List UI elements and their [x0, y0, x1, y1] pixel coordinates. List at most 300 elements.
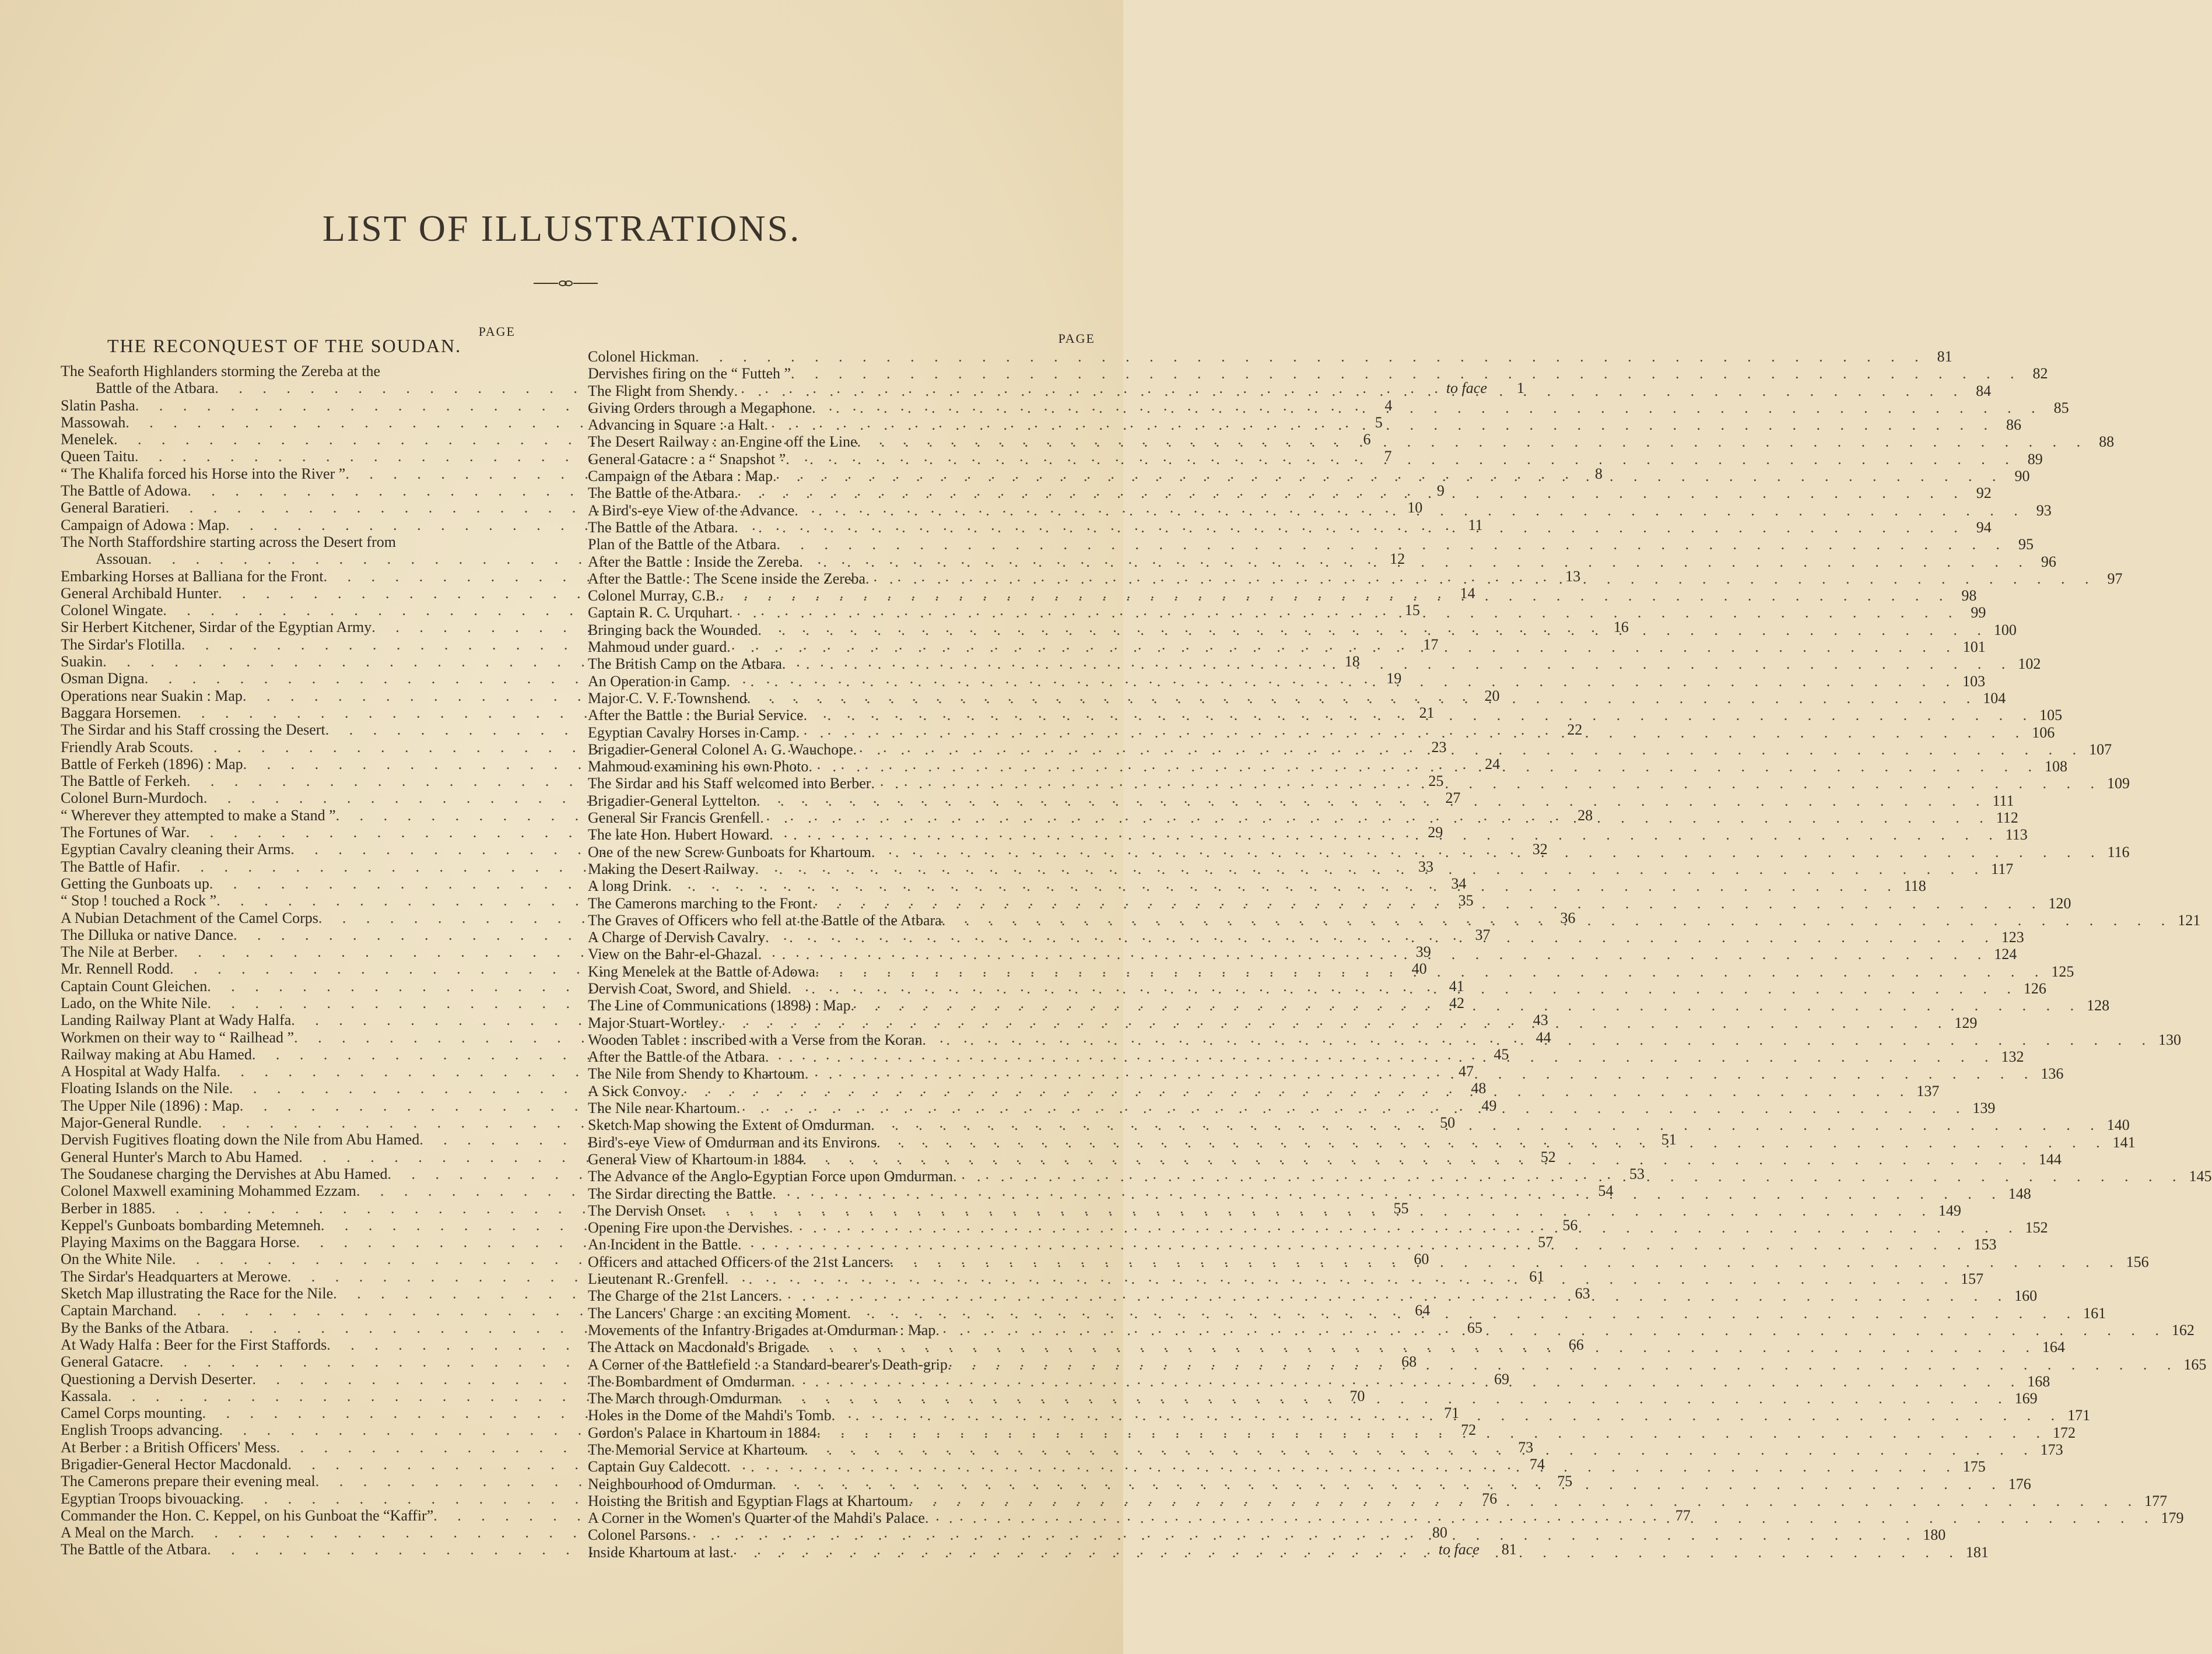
page-number: 179	[2161, 1509, 2184, 1527]
page-number: 82	[2032, 365, 2048, 382]
page-number: 99	[1971, 604, 1986, 621]
illustration-title: Bird's-eye View of Omdurman and its Environs	[588, 1133, 877, 1151]
dot-leader	[804, 1438, 2036, 1458]
illustration-title: The Memorial Service at Khartoum	[588, 1441, 805, 1458]
illustration-title: Captain Count Gleichen	[61, 977, 208, 995]
page-number: 76	[1482, 1490, 1498, 1507]
page-column-label-left: PAGE	[478, 324, 516, 339]
illustration-title: Captain Guy Caldecott	[588, 1458, 727, 1476]
illustration-title: Mahmoud examining his own Photo	[588, 758, 809, 775]
illustration-title: Officers and attached Officers of the 21st Lancers	[588, 1253, 891, 1270]
illustration-title: Egyptian Troops bivouacking	[61, 1490, 240, 1507]
illustration-title: The Graves of Officers who fell at the Battle of the Atbara	[588, 911, 942, 929]
illustration-title: The Charge of the 21st Lancers	[588, 1287, 779, 1305]
page-number: 39	[1415, 943, 1431, 961]
page-number: 74	[1529, 1456, 1545, 1473]
dot-leader	[789, 1216, 2021, 1236]
section-title: THE RECONQUEST OF THE SOUDAN.	[107, 335, 462, 356]
illustration-title: On the White Nile	[61, 1251, 172, 1268]
illustration-title: Wooden Tablet : inscribed with a Verse from the Koran	[588, 1031, 923, 1048]
page-number: 86	[2006, 416, 2022, 434]
dot-leader	[727, 673, 1958, 690]
dot-leader	[668, 877, 1899, 894]
page-number: 34	[1451, 875, 1467, 892]
page-number: 172	[2052, 1424, 2076, 1441]
illustration-title: Assouan	[96, 550, 148, 568]
illustration-title: The March through Omdurman	[588, 1390, 779, 1407]
illustration-title: A Charge of Dervish Cavalry	[588, 929, 766, 946]
illustration-title: Colonel Burn-Murdoch	[61, 789, 204, 807]
illustration-title: Baggara Horsemen	[61, 704, 177, 721]
illustration-title: Operations near Suakin : Map	[61, 687, 243, 704]
page-number: 92	[1976, 484, 1992, 502]
dot-leader	[681, 1083, 1912, 1100]
illustration-title: Questioning a Dervish Deserter	[61, 1370, 253, 1388]
dot-leader	[851, 994, 2083, 1014]
illustration-title: The Soudanese charging the Dervishes at Abu Hamed	[61, 1165, 388, 1182]
illustration-title: The Camerons prepare their evening meal	[61, 1473, 316, 1490]
illustration-title: Egyptian Cavalry cleaning their Arms	[61, 841, 291, 858]
page-number: 24	[1485, 755, 1501, 772]
page-number: 68	[1401, 1353, 1417, 1371]
page-number: 123	[2001, 929, 2024, 946]
page-number: 9	[1436, 482, 1445, 500]
illustration-entry	[588, 468, 2030, 485]
page-number: 139	[1972, 1100, 1996, 1117]
page-number: 101	[1962, 638, 1986, 656]
illustration-title: Captain R. C. Urquhart	[588, 604, 729, 621]
page-number: 27	[1445, 789, 1461, 807]
illustration-title: Suakin	[61, 653, 103, 670]
page-number: 104	[1983, 689, 2006, 707]
dot-leader	[791, 365, 2022, 382]
to-face-note: to face	[1446, 380, 1487, 397]
illustration-title: The late Hon. Hubert Howard	[588, 826, 770, 844]
illustration-title: The Sirdar and his Staff crossing the Desert	[61, 721, 325, 739]
illustration-title: General View of Khartoum in 1884	[588, 1150, 803, 1168]
page-number: 61	[1529, 1267, 1545, 1285]
illustration-title: Neighbourhood of Omdurman	[588, 1475, 773, 1493]
illustration-title: Embarking Horses at Balliana for the Front	[61, 567, 324, 585]
illustration-title: A Hospital at Wady Halfa	[61, 1063, 217, 1080]
page-number: 121	[2178, 911, 2201, 929]
illustration-title: Lieutenant R. Grenfell	[588, 1270, 725, 1288]
illustration-title: Menelek	[61, 431, 114, 448]
page-number: 63	[1575, 1285, 1590, 1302]
page-number: 173	[2040, 1441, 2063, 1458]
illustration-title: Slatin Pasha	[61, 396, 135, 414]
illustration-title: The Sirdar directing the Battle	[588, 1185, 773, 1202]
page-number: 175	[1962, 1458, 1986, 1476]
dot-leader	[832, 1407, 2063, 1424]
illustration-entry	[588, 348, 1952, 365]
page-number: 116	[2107, 843, 2130, 861]
dot-leader	[948, 1356, 2179, 1373]
dot-leader	[794, 502, 2026, 519]
illustration-entry	[61, 533, 516, 550]
dot-leader	[718, 1014, 1950, 1031]
illustration-title: Movements of the Infantry Brigades at Omdurman : Map	[588, 1321, 936, 1339]
page-number: 73	[1518, 1438, 1534, 1456]
page-number: 156	[2126, 1253, 2149, 1270]
illustration-title: Captain Marchand	[61, 1302, 173, 1319]
dot-leader	[765, 929, 1997, 946]
dot-leader	[806, 1339, 2038, 1355]
illustration-title: At Berber : a British Officers' Mess	[61, 1438, 276, 1456]
illustration-title: General Gatacre : a “ Snapshot ”	[588, 450, 786, 468]
page-number: 12	[1390, 550, 1405, 568]
dot-leader	[737, 1100, 1968, 1116]
page-number: 153	[1973, 1236, 1997, 1253]
page-number: 97	[2107, 570, 2123, 587]
illustration-title: Keppel's Gunboats bombarding Metemneh	[61, 1216, 321, 1234]
illustration-title: Battle of the Atbara	[96, 380, 215, 397]
page-number: 90	[2014, 468, 2030, 485]
page-number: 96	[2041, 553, 2056, 570]
illustration-title: Queen Taitu	[61, 448, 135, 465]
dot-leader	[922, 1028, 2154, 1048]
page-number: 47	[1458, 1063, 1474, 1080]
page-number: 36	[1560, 909, 1576, 926]
dot-leader	[734, 382, 1966, 399]
illustration-title: Osman Digna	[61, 670, 145, 687]
illustration-title: Major C. V. F. Townshend	[588, 689, 747, 707]
page-number: 40	[1411, 960, 1427, 978]
illustration-title: Brigadier-General Colonel A. G. Wauchope	[588, 740, 853, 758]
illustration-title: The Nile near Khartoum	[588, 1100, 737, 1117]
dot-leader	[695, 348, 1927, 365]
illustration-title: Commander the Hon. C. Keppel, on his Gunboat the “Kaffir”	[61, 1506, 434, 1524]
illustration-title: A Corner of the Battlefield : a Standard-bearer's Death-grip	[588, 1355, 948, 1373]
dot-leader	[760, 806, 1992, 826]
dot-leader	[942, 912, 2174, 929]
page-number: 103	[1962, 672, 1986, 690]
page-number: 21	[1419, 704, 1435, 721]
illustration-entry	[588, 433, 2115, 451]
page-number: 102	[2018, 655, 2041, 673]
illustration-title: A Sick Convoy	[588, 1082, 681, 1100]
page-number: 37	[1475, 926, 1491, 943]
page-number: 41	[1449, 977, 1464, 995]
illustration-title: Making the Desert Railway	[588, 860, 755, 877]
dot-leader	[727, 635, 1958, 655]
page-number: 89	[2027, 450, 2043, 468]
dot-leader	[890, 1253, 2122, 1270]
illustration-title: Getting the Gunboats up	[61, 875, 209, 892]
illustration-title: Dervish Fugitives floating down the Nile from Abu Hamed	[61, 1131, 420, 1149]
dot-leader	[769, 826, 2001, 843]
page-number: 1	[1516, 380, 1524, 397]
page-number: 169	[2014, 1390, 2038, 1407]
page-number: 181	[1965, 1543, 1989, 1561]
dot-leader	[799, 553, 2031, 570]
page-number: 176	[2008, 1475, 2031, 1493]
page-number: 17	[1423, 635, 1439, 653]
page-number: 94	[1976, 518, 1992, 536]
illustration-entry	[588, 484, 1992, 502]
page-number: 171	[2067, 1407, 2091, 1424]
illustration-title: General Hunter's March to Abu Hamed	[61, 1148, 299, 1165]
illustration-title: An Incident in the Battle	[588, 1236, 738, 1253]
illustration-title: The North Staffordshire starting across the Desert from	[61, 533, 396, 550]
illustration-title: The Battle of Adowa	[61, 482, 188, 500]
dot-leader	[871, 844, 2103, 861]
page-number: 42	[1449, 994, 1465, 1012]
illustration-title: Inside Khartoum at last	[588, 1543, 730, 1561]
dot-leader	[779, 1387, 2010, 1407]
illustration-title: The Nile from Shendy to Khartoum	[588, 1065, 805, 1083]
illustration-title: Sketch Map showing the Extent of Omdurman	[588, 1116, 871, 1134]
page-number: 77	[1675, 1506, 1691, 1524]
page-number: 5	[1375, 413, 1383, 431]
page-number: 75	[1557, 1473, 1573, 1490]
illustration-title: Colonel Murray, C.B.	[588, 587, 720, 605]
page-number: 148	[2008, 1185, 2031, 1202]
page-number: 125	[2051, 963, 2074, 980]
page-number: 10	[1407, 499, 1423, 517]
page-number: 165	[2183, 1355, 2207, 1373]
illustration-title: Workmen on their way to “ Railhead ”	[61, 1028, 295, 1046]
illustration-title: An Operation in Camp	[588, 672, 727, 690]
page-number: 117	[1991, 860, 2014, 877]
dot-leader	[738, 1236, 1969, 1253]
page-number: 85	[2053, 399, 2069, 416]
dot-leader	[805, 1065, 2036, 1082]
page-number: 70	[1349, 1387, 1365, 1404]
illustration-title: Battle of Ferkeh (1896) : Map	[61, 755, 243, 772]
illustration-title: The Line of Communications (1898) : Map	[588, 997, 851, 1014]
page-number: 98	[1961, 587, 1977, 605]
dot-leader	[808, 755, 2040, 775]
illustration-title: The Sirdar and his Staff welcomed into Berber	[588, 775, 871, 792]
dot-leader	[747, 690, 1979, 707]
illustration-entry	[588, 1441, 2063, 1458]
page-number: 16	[1613, 619, 1629, 636]
page-number: 81	[1937, 348, 1952, 365]
illustration-title: The Battle of Hafir	[61, 858, 177, 875]
page-number: 8	[1594, 465, 1603, 482]
page-number: 162	[2171, 1321, 2195, 1339]
page-number: 28	[1578, 806, 1593, 824]
page-number: 100	[1993, 621, 2017, 638]
illustration-title: Kassala	[61, 1387, 108, 1404]
page-number: 50	[1440, 1114, 1456, 1132]
dot-leader	[765, 413, 1996, 433]
page-number: 95	[2018, 536, 2034, 553]
page-number: 180	[1923, 1526, 1946, 1544]
page-number: 45	[1494, 1045, 1509, 1063]
page-number: 29	[1428, 824, 1443, 841]
page-number: 128	[2087, 997, 2110, 1014]
illustration-title: After the Battle : The Scene inside the Zereba	[588, 570, 865, 587]
illustration-title: Giving Orders through a Megaphone	[588, 399, 812, 416]
illustration-title: The Lancers' Charge : an exciting Moment	[588, 1304, 847, 1322]
page-number: 120	[2048, 894, 2071, 912]
page-number: 33	[1418, 858, 1434, 875]
page-number: 57	[1538, 1234, 1554, 1251]
page-number: 93	[2036, 501, 2052, 519]
page-number: 126	[2023, 979, 2046, 997]
page-number: 15	[1404, 602, 1420, 619]
dot-leader	[729, 604, 1961, 621]
illustration-title: The Dilluka or native Dance	[61, 926, 233, 943]
page-number: 13	[1565, 567, 1581, 585]
illustration-title: Bringing back the Wounded	[588, 621, 758, 638]
page-number: 81	[1501, 1541, 1517, 1558]
page-number: 19	[1386, 670, 1402, 687]
page-number: 25	[1428, 772, 1444, 790]
page-number: 14	[1460, 584, 1475, 602]
illustration-title: The Flight from Shendy	[588, 382, 734, 399]
dot-leader	[804, 707, 2035, 724]
page-number: 22	[1567, 721, 1583, 739]
page-number: 177	[2144, 1492, 2168, 1509]
illustration-title: Colonel Parsons	[588, 1526, 687, 1544]
illustration-title: The Sirdar's Headquarters at Merowe	[61, 1267, 288, 1285]
illustration-title: Railway making at Abu Hamed	[61, 1045, 252, 1063]
illustration-title: A Bird's-eye View of the Advance	[588, 501, 795, 519]
illustration-title: A long Drink	[588, 877, 668, 895]
page-number: 137	[1916, 1082, 1940, 1100]
dot-leader	[787, 977, 2019, 997]
dot-leader	[847, 1305, 2079, 1322]
illustration-title: View on the Bahr-el-Ghazal	[588, 946, 758, 963]
illustration-title: General Sir Francis Grenfell	[588, 809, 760, 827]
dot-leader	[725, 1267, 1957, 1287]
page-number: 160	[2014, 1287, 2038, 1305]
illustration-entry	[588, 1407, 2091, 1424]
page-number: 106	[2032, 724, 2055, 741]
dot-leader	[727, 1458, 1958, 1475]
dot-leader	[782, 655, 2014, 672]
dot-leader	[871, 775, 2102, 792]
illustration-title: Mahmoud under guard	[588, 638, 727, 656]
illustration-title: The Upper Nile (1896) : Map	[61, 1097, 240, 1114]
dot-leader	[702, 1199, 1934, 1219]
illustration-title: The Dervish Onset	[588, 1202, 703, 1219]
dot-leader	[779, 1287, 2010, 1304]
illustration-title: The Seaforth Highlanders storming the Zereba at the	[61, 363, 380, 380]
page-number: 107	[2089, 740, 2112, 758]
illustration-title: General Gatacre	[61, 1353, 160, 1371]
page-number: 118	[1903, 877, 1926, 895]
page-number: 161	[2083, 1304, 2106, 1322]
illustration-title: Holes in the Dome of the Mahdi's Tomb	[588, 1407, 832, 1424]
dot-leader	[687, 1526, 1919, 1543]
page-number: 145	[2189, 1168, 2212, 1185]
dot-leader	[935, 1322, 2167, 1339]
to-face-note: to face	[1438, 1541, 1480, 1558]
dot-leader	[773, 468, 2004, 484]
illustration-title: Mr. Rennell Rodd	[61, 960, 170, 978]
illustration-title: The Battle of the Atbara	[588, 484, 735, 502]
illustration-entry	[588, 1424, 2076, 1441]
page-number: 124	[1994, 946, 2017, 963]
page-number: 157	[1961, 1270, 1984, 1288]
illustration-title: Playing Maxims on the Baggara Horse	[61, 1234, 296, 1251]
dot-leader	[772, 1185, 2004, 1202]
illustration-title: One of the new Screw Gunboats for Khartoum	[588, 843, 871, 861]
page-number: 69	[1494, 1370, 1510, 1388]
dot-leader	[815, 963, 2047, 980]
illustration-title: A Nubian Detachment of the Camel Corps	[61, 909, 318, 926]
illustration-title: Egyptian Cavalry Horses in Camp	[588, 724, 796, 741]
page-number: 136	[2041, 1065, 2064, 1083]
illustration-title: A Corner in the Women's Quarter of the Mahdi's Palace	[588, 1509, 925, 1527]
illustration-title: Sketch Map illustrating the Race for the Nile	[61, 1285, 334, 1302]
illustration-title: The Fortunes of War	[61, 824, 186, 841]
page-number: 84	[1976, 382, 1992, 399]
illustration-title: General Baratieri	[61, 499, 166, 517]
illustration-title: Camel Corps mounting	[61, 1404, 202, 1422]
illustration-title: The Battle of the Atbara	[61, 1541, 208, 1558]
page-number: 113	[2005, 826, 2028, 844]
page-number: 66	[1568, 1336, 1584, 1353]
page-number: 64	[1415, 1302, 1431, 1319]
illustration-title: After the Battle : the Burial Service	[588, 707, 804, 724]
page-number: 52	[1540, 1148, 1556, 1165]
page-number: 72	[1461, 1421, 1477, 1439]
page-number: 48	[1471, 1080, 1487, 1097]
dot-leader	[772, 1476, 2004, 1493]
page-number: 149	[1938, 1202, 1961, 1219]
dot-leader	[796, 724, 2028, 741]
illustration-title: Gordon's Palace in Khartoum in 1884	[588, 1424, 817, 1441]
illustration-entry	[588, 365, 2048, 382]
illustration-title: Landing Railway Plant at Wady Halfa	[61, 1012, 292, 1029]
page-number: 108	[2044, 758, 2067, 775]
dot-leader	[730, 1544, 1961, 1561]
illustration-title: Colonel Wingate	[61, 602, 163, 619]
illustration-title: Massowah	[61, 413, 126, 431]
illustration-title: Dervish Coat, Sword, and Shield	[588, 979, 788, 997]
page-number: 112	[1996, 809, 2018, 827]
illustration-title: King Menelek at the Battle of Adowa	[588, 963, 815, 980]
dot-leader	[786, 451, 2017, 468]
illustration-title: Opening Fire upon the Dervishes	[588, 1219, 790, 1237]
page-number: 49	[1481, 1097, 1497, 1114]
dot-leader	[816, 1424, 2048, 1441]
page-number: 32	[1532, 841, 1548, 858]
page-number: 18	[1344, 653, 1360, 670]
page-title: LIST OF ILLUSTRATIONS.	[322, 208, 801, 249]
illustration-title: Colonel Maxwell examining Mohammed Ezzam	[61, 1182, 356, 1200]
page-number: 53	[1629, 1165, 1645, 1182]
illustration-title: Brigadier-General Hector Macdonald	[61, 1456, 288, 1473]
illustration-title: After the Battle : Inside the Zereba	[588, 553, 800, 570]
page-number: 141	[2112, 1133, 2136, 1151]
dot-leader	[755, 861, 1987, 877]
illustration-title: “ Stop ! touched a Rock ”	[61, 892, 217, 909]
page-number: 44	[1536, 1028, 1551, 1046]
illustration-title: By the Banks of the Atbara	[61, 1319, 226, 1336]
dot-leader	[871, 1116, 2102, 1133]
illustration-title: Floating Islands on the Nile	[61, 1080, 229, 1097]
dot-leader	[776, 536, 2008, 553]
page-number: 109	[2106, 775, 2130, 792]
illustration-title: “ The Khalifa forced his Horse into the River ”	[61, 465, 346, 482]
illustration-title: The Advance of the Anglo-Egyptian Force upon Omdurman	[588, 1168, 953, 1185]
page-number: 55	[1393, 1199, 1409, 1217]
page-number: 130	[2158, 1031, 2181, 1048]
illustration-title: General Archibald Hunter	[61, 584, 219, 602]
dot-leader	[877, 1134, 2108, 1151]
divider-ornament	[534, 278, 598, 289]
dot-leader	[765, 1045, 1997, 1065]
dot-leader	[802, 1148, 2034, 1168]
page-number: 88	[2099, 433, 2115, 451]
page-number: 65	[1467, 1319, 1482, 1336]
